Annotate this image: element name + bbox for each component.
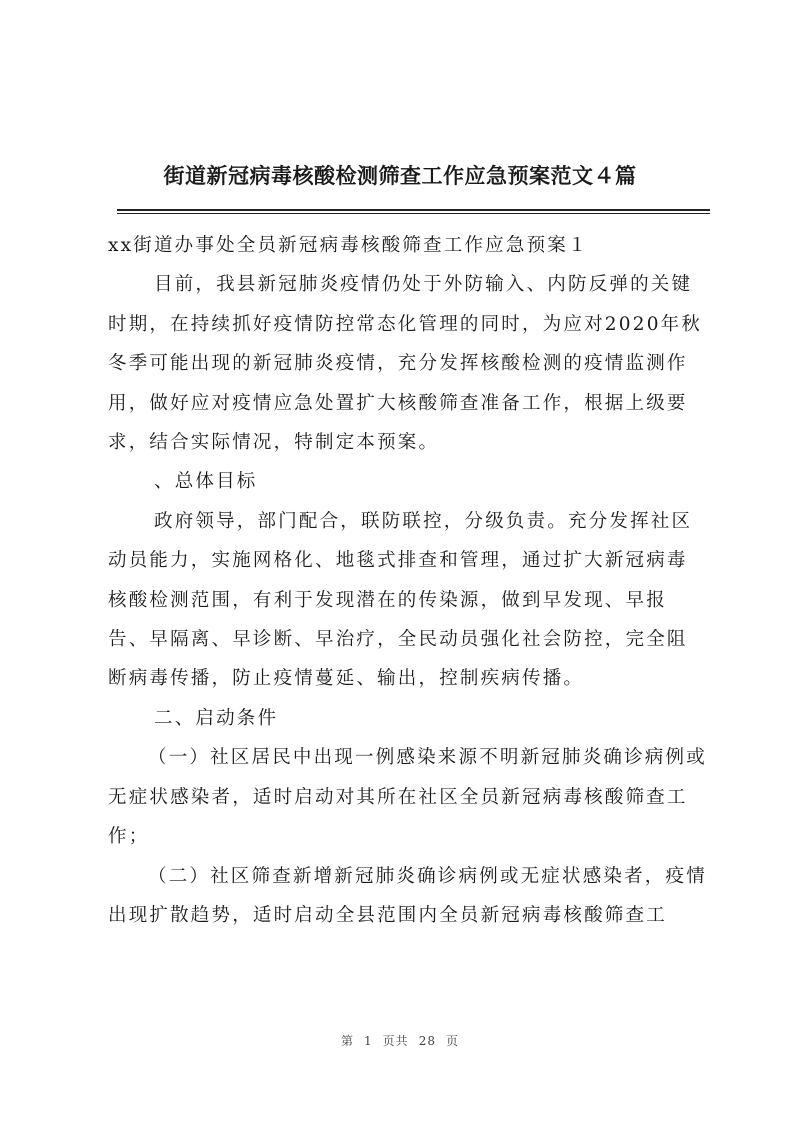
paragraph: （一）社区居民中出现一例感染来源不明新冠肺炎确诊病例或无症状感染者，适时启动对其所在社区全员新冠病毒核酸筛查工作；	[108, 747, 707, 848]
document-body	[108, 226, 708, 935]
page-footer	[0, 1032, 800, 1049]
footer-suffix: 页	[445, 1034, 459, 1048]
section-heading: xx街道办事处全员新冠病毒核酸筛查工作应急预案１	[108, 235, 589, 256]
footer-page-total: 28	[418, 1034, 436, 1048]
footer-page-number: 1	[364, 1034, 373, 1048]
paragraph: 目前，我县新冠肺炎疫情仍处于外防输入、内防反弹的关键时期，在持续抓好疫情防控常态化管理的同时，为应对2020年秋冬季可能出现的新冠肺炎疫情，充分发挥核酸检测的疫情监测作用，做好应对疫情应急处置扩大核酸筛查准备工作，根据上级要求，结合实际情况，特制定本预案。	[108, 274, 703, 454]
document-title: 街道新冠病毒核酸检测筛查工作应急预案范文４篇	[163, 163, 637, 188]
section-heading: 、总体目标	[154, 471, 258, 493]
paragraph: 政府领导，部门配合，联防联控，分级负责。充分发挥社区动员能力，实施网格化、地毯式排查和管理，通过扩大新冠病毒核酸检测范围，有利于发现潜在的传染源，做到早发现、早报告、早隔离、早诊断、早治疗，全民动员强化社会防控，完全阻断病毒传播，防止疫情蔓延、输出，控制疾病传播。	[108, 510, 693, 690]
footer-mid: 页共	[382, 1034, 409, 1048]
footer-prefix: 第	[341, 1034, 355, 1048]
paragraph: （二）社区筛查新增新冠肺炎确诊病例或无症状感染者，疫情出现扩散趋势，适时启动全县范围内全员新冠病毒核酸筛查工	[108, 865, 707, 926]
title-divider	[117, 209, 710, 214]
section-heading: 二、启动条件	[154, 707, 279, 729]
